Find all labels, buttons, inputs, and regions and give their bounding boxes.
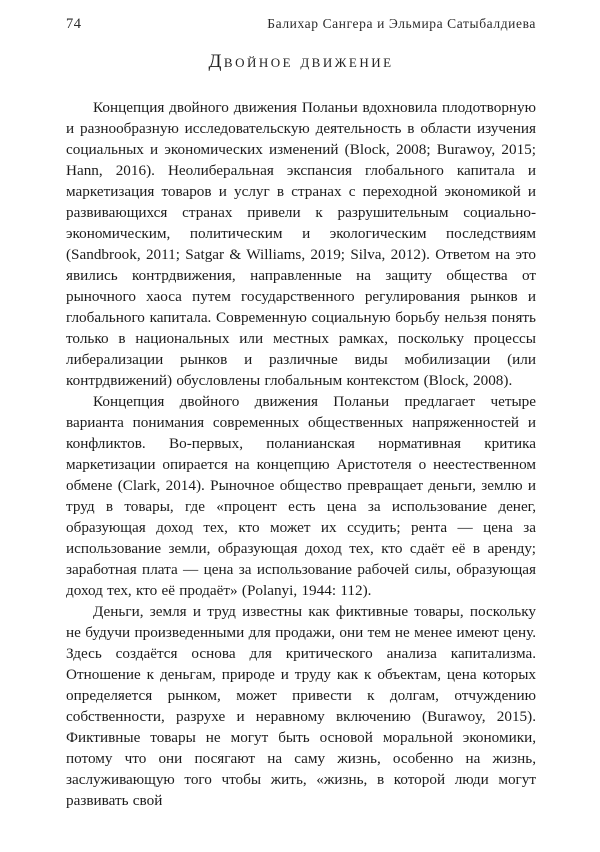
paragraph-3: Деньги, земля и труд известны как фиктивные товары, поскольку не будучи произведенными для продажи, они тем не менее имеют цену. Здесь создаётся основа для критического анализа капитализма. Отношение к деньгам, природе и труду как к объектам, цена которых определяется рынком, может привести к долгам, отчуждению собственности, разрухе и неравному включению (Burawoy, 2015). Фиктивные товары не могут быть основой моральной экономики, потому что они посягают на саму жизнь, особенно на жизнь, заслуживающую того чтобы жить, «жизнь, в которой люди могут развивать свой bbox=[66, 603, 536, 809]
body-text bbox=[66, 97, 536, 811]
paragraph-2: Концепция двойного движения Поланьи предлагает четыре варианта понимания современных общественных напряженностей и конфликтов. Во-первых, поланианская нормативная критика маркетизации опирается на концепцию Аристотеля о неестественном обмене (Clark, 2014). Рыночное общество превращает деньги, землю и труд в товары, где «процент есть цена за использование денег, образующая доход тех, кто может их ссудить; рента — цена за использование земли, образующая доход тех, кто сдаёт её в аренду; заработная плата — цена за использование рабочей силы, образующая доход тех, кто её продаёт» (Polanyi, 1944: 112). bbox=[66, 393, 536, 599]
page-number: 74 bbox=[66, 16, 82, 32]
running-header-authors: Балихар Сангера и Эльмира Сатыбалдиева bbox=[267, 16, 536, 31]
paragraph-1: Концепция двойного движения Поланьи вдохновила плодотворную и разнообразную исследовательскую деятельность в области изучения социальных и экономических изменений (Block, 2008; Burawoy, 2015; Hann, 2016). Неолиберальная экспансия глобального капитала и маркетизация товаров и услуг в странах с переходной экономикой и развивающихся странах привели к разрушительным социально-экономическим, политическим и экологическим последствиям (Sandbrook, 2011; Satgar & Williams, 2019; Silva, 2012). Ответом на это явились контрдвижения, направленные на защиту общества от рыночного хаоса путем государственного регулирования рынков и глобального капитала. Современную социальную борьбу нельзя понять только в национальных или местных рамках, поскольку процессы либерализации рынков и различные виды мобилизации (или контрдвижений) обусловлены глобальным контекстом (Block, 2008). bbox=[66, 99, 536, 389]
running-head bbox=[66, 16, 536, 33]
section-title: Двойное движение bbox=[208, 51, 394, 72]
